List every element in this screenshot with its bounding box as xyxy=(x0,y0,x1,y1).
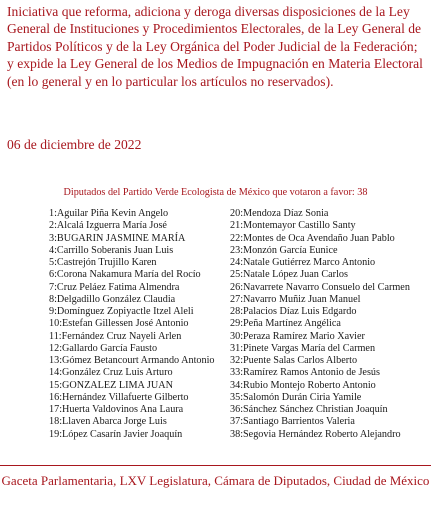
list-item: 20:Mendoza Díaz Sonia xyxy=(230,208,329,219)
list-item: 18:Llaven Abarca Jorge Luis xyxy=(49,416,167,428)
vote-heading: Diputados del Partido Verde Ecologista de México que votaron a favor: 38 xyxy=(63,187,368,198)
list-item: 23:Monzón García Eunice xyxy=(230,244,338,256)
list-item: 22:Montes de Oca Avendaño Juan Pablo xyxy=(230,232,395,244)
list-item: 31:Pinete Vargas María del Carmen xyxy=(230,342,376,354)
list-item: 27:Navarro Muñiz Juan Manuel xyxy=(230,293,361,305)
initiative-title: Iniciativa que reforma, adiciona y deroga diversas disposiciones de la Ley General de Instituciones y Procedimientos Electorales, de la Ley General de Partidos Políticos y de la Ley Orgánica del Poder Judicial de la Federación; y expide la Ley General de los Medios de Impugnación en Materia Electoral (en lo general y en lo particular los artículos no reservados). xyxy=(7,4,423,89)
gazette-footer: Gaceta Parlamentaria, LXV Legislatura, Cámara de Diputados, Ciudad de México xyxy=(1,473,430,488)
list-item: 10:Estefan Gillessen José Antonio xyxy=(49,318,189,330)
list-item: 5:Castrejón Trujillo Karen xyxy=(49,257,157,268)
list-item: 29:Peña Martínez Angélica xyxy=(230,318,341,330)
list-item: 3:BUGARIN JASMINE MARÍA xyxy=(49,232,186,244)
list-item: 12:Gallardo García Fausto xyxy=(49,342,158,354)
list-item: 16:Hernández Villafuerte Gilberto xyxy=(49,391,189,403)
list-item: 1:Aguilar Piña Kevin Angelo xyxy=(49,208,169,219)
list-item: 37:Santiago Barrientos Valeria xyxy=(230,416,355,428)
list-item: 7:Cruz Peláez Fatima Almendra xyxy=(49,281,180,293)
list-item: 14:González Cruz Luis Arturo xyxy=(49,367,173,379)
list-item: 35:Salomón Durán Ciria Yamile xyxy=(230,391,362,403)
list-item: 6:Corona Nakamura María del Rocío xyxy=(49,269,201,281)
list-item: 26:Navarrete Navarro Consuelo del Carmen xyxy=(230,281,410,293)
list-item: 2:Alcalá Izguerra María José xyxy=(49,220,167,232)
list-item: 8:Delgadillo González Claudia xyxy=(49,293,176,305)
deputies-list-right xyxy=(230,208,422,441)
list-item: 38:Segovia Hernández Roberto Alejandro xyxy=(230,428,401,440)
list-item: 15:GONZALEZ LIMA JUAN xyxy=(49,379,173,391)
list-item: 17:Huerta Valdovinos Ana Laura xyxy=(49,404,184,415)
list-item: 33:Ramírez Ramos Antonio de Jesús xyxy=(230,367,380,379)
list-item: 4:Carrillo Soberanis Juan Luis xyxy=(49,244,174,256)
list-item: 25:Natale López Juan Carlos xyxy=(230,269,348,281)
list-item: 9:Domínguez Zopiyactle Itzel Aleli xyxy=(49,306,194,317)
deputies-list-left xyxy=(49,208,231,441)
list-item: 32:Puente Salas Carlos Alberto xyxy=(230,355,358,366)
list-item: 30:Peraza Ramírez Mario Xavier xyxy=(230,330,365,342)
list-item: 28:Palacios Díaz Luis Edgardo xyxy=(230,306,357,317)
footer-divider xyxy=(0,465,431,466)
list-item: 19:López Casarín Javier Joaquín xyxy=(49,428,183,440)
list-item: 13:Gómez Betancourt Armando Antonio xyxy=(49,355,215,366)
list-item: 24:Natale Gutiérrez Marco Antonio xyxy=(230,257,376,268)
list-item: 36:Sánchez Sánchez Christian Joaquín xyxy=(230,404,388,415)
list-item: 11:Fernández Cruz Nayeli Arlen xyxy=(49,330,182,342)
list-item: 34:Rubio Montejo Roberto Antonio xyxy=(230,379,376,391)
session-date: 06 de diciembre de 2022 xyxy=(7,137,142,152)
list-item: 21:Montemayor Castillo Santy xyxy=(230,220,356,232)
